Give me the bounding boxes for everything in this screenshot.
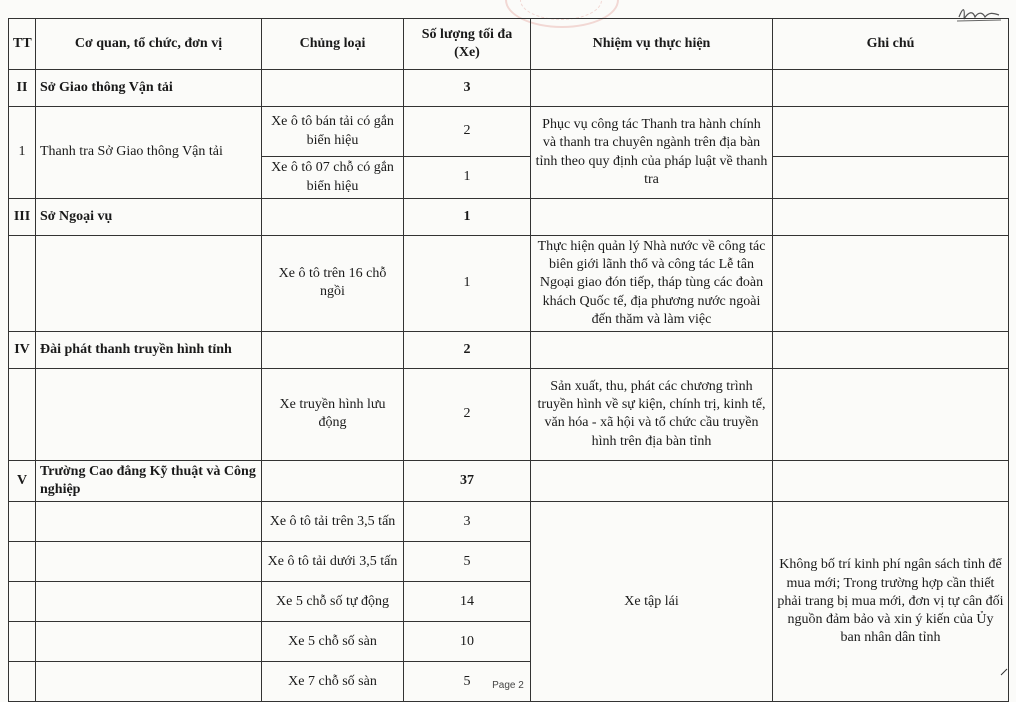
row-qty: 10 — [404, 622, 531, 662]
empty-cell — [9, 236, 36, 332]
row-type: Xe 7 chỗ số sàn — [262, 662, 404, 702]
empty-cell — [531, 331, 773, 368]
row-type: Xe 5 chỗ số tự động — [262, 582, 404, 622]
empty-cell — [773, 157, 1009, 199]
row-task: Sản xuất, thu, phát các chương trình truyền hình về sự kiện, chính trị, kinh tế, văn hóa - xã hội và tổ chức cầu truyền hình trên địa bàn tỉnh — [531, 368, 773, 460]
section-tt: IV — [9, 331, 36, 368]
row-qty: 2 — [404, 368, 531, 460]
empty-cell — [531, 199, 773, 236]
table-row — [9, 107, 1009, 157]
row-note: Không bố trí kinh phí ngân sách tỉnh để mua mới; Trong trường hợp cần thiết phải trang bị mua mới, đơn vị tự cân đối nguồn đảm bảo và xin ý kiến của Ủy ban nhân dân tỉnh — [773, 502, 1009, 702]
row-type: Xe ô tô tải dưới 3,5 tấn — [262, 542, 404, 582]
section-tt: II — [9, 70, 36, 107]
row-agency: Thanh tra Sở Giao thông Vận tải — [36, 107, 262, 199]
section-agency: Đài phát thanh truyền hình tỉnh — [36, 331, 262, 368]
empty-cell — [531, 460, 773, 501]
page-number: Page 2 — [492, 680, 524, 691]
section-row-v — [9, 460, 1009, 501]
table-row — [9, 236, 1009, 332]
section-row-ii — [9, 70, 1009, 107]
empty-cell — [9, 622, 36, 662]
row-qty: 3 — [404, 502, 531, 542]
row-tt: 1 — [9, 107, 36, 199]
empty-cell — [9, 582, 36, 622]
empty-cell — [262, 70, 404, 107]
empty-cell — [773, 236, 1009, 332]
empty-cell — [773, 70, 1009, 107]
row-task: Phục vụ công tác Thanh tra hành chính và thanh tra chuyên ngành trên địa bàn tỉnh theo quy định của pháp luật về thanh tra — [531, 107, 773, 199]
empty-cell — [9, 368, 36, 460]
row-qty: 5 — [404, 542, 531, 582]
section-qty: 3 — [404, 70, 531, 107]
header-note: Ghi chú — [773, 19, 1009, 70]
table-header-row — [9, 19, 1009, 70]
empty-cell — [773, 331, 1009, 368]
section-agency: Trường Cao đẳng Kỹ thuật và Công nghiệp — [36, 460, 262, 501]
vehicle-allocation-table — [8, 18, 1009, 702]
row-qty: 2 — [404, 107, 531, 157]
empty-cell — [9, 502, 36, 542]
header-max-qty: Số lượng tối đa (Xe) — [404, 19, 531, 70]
section-tt: V — [9, 460, 36, 501]
empty-cell — [9, 542, 36, 582]
section-row-iv — [9, 331, 1009, 368]
empty-cell — [36, 582, 262, 622]
row-task: Xe tập lái — [531, 502, 773, 702]
header-tt: TT — [9, 19, 36, 70]
row-task: Thực hiện quản lý Nhà nước về công tác biên giới lãnh thổ và công tác Lễ tân Ngoại giao đón tiếp, tháp tùng các đoàn khách Quốc tế, địa phương nước ngoài đến thăm và làm việc — [531, 236, 773, 332]
row-qty: 1 — [404, 236, 531, 332]
row-type: Xe ô tô tải trên 3,5 tấn — [262, 502, 404, 542]
empty-cell — [262, 331, 404, 368]
section-agency: Sở Ngoại vụ — [36, 199, 262, 236]
empty-cell — [36, 502, 262, 542]
empty-cell — [36, 622, 262, 662]
row-type: Xe 5 chỗ số sàn — [262, 622, 404, 662]
section-qty: 1 — [404, 199, 531, 236]
header-agency: Cơ quan, tổ chức, đơn vị — [36, 19, 262, 70]
section-agency: Sở Giao thông Vận tải — [36, 70, 262, 107]
section-row-iii — [9, 199, 1009, 236]
empty-cell — [262, 199, 404, 236]
empty-cell — [262, 460, 404, 501]
empty-cell — [773, 107, 1009, 157]
pen-tick-icon — [1000, 668, 1008, 676]
row-qty: 14 — [404, 582, 531, 622]
row-type: Xe ô tô bán tải có gắn biển hiệu — [262, 107, 404, 157]
empty-cell — [773, 368, 1009, 460]
row-qty: 5 — [404, 662, 531, 702]
empty-cell — [36, 236, 262, 332]
section-qty: 37 — [404, 460, 531, 501]
empty-cell — [773, 199, 1009, 236]
empty-cell — [36, 542, 262, 582]
table-row — [9, 502, 1009, 542]
empty-cell — [531, 70, 773, 107]
table-row — [9, 368, 1009, 460]
empty-cell — [773, 460, 1009, 501]
empty-cell — [36, 368, 262, 460]
section-qty: 2 — [404, 331, 531, 368]
row-type: Xe ô tô 07 chỗ có gắn biển hiệu — [262, 157, 404, 199]
row-type: Xe truyền hình lưu động — [262, 368, 404, 460]
section-tt: III — [9, 199, 36, 236]
row-qty: 1 — [404, 157, 531, 199]
row-type: Xe ô tô trên 16 chỗ ngồi — [262, 236, 404, 332]
header-type: Chủng loại — [262, 19, 404, 70]
header-task: Nhiệm vụ thực hiện — [531, 19, 773, 70]
